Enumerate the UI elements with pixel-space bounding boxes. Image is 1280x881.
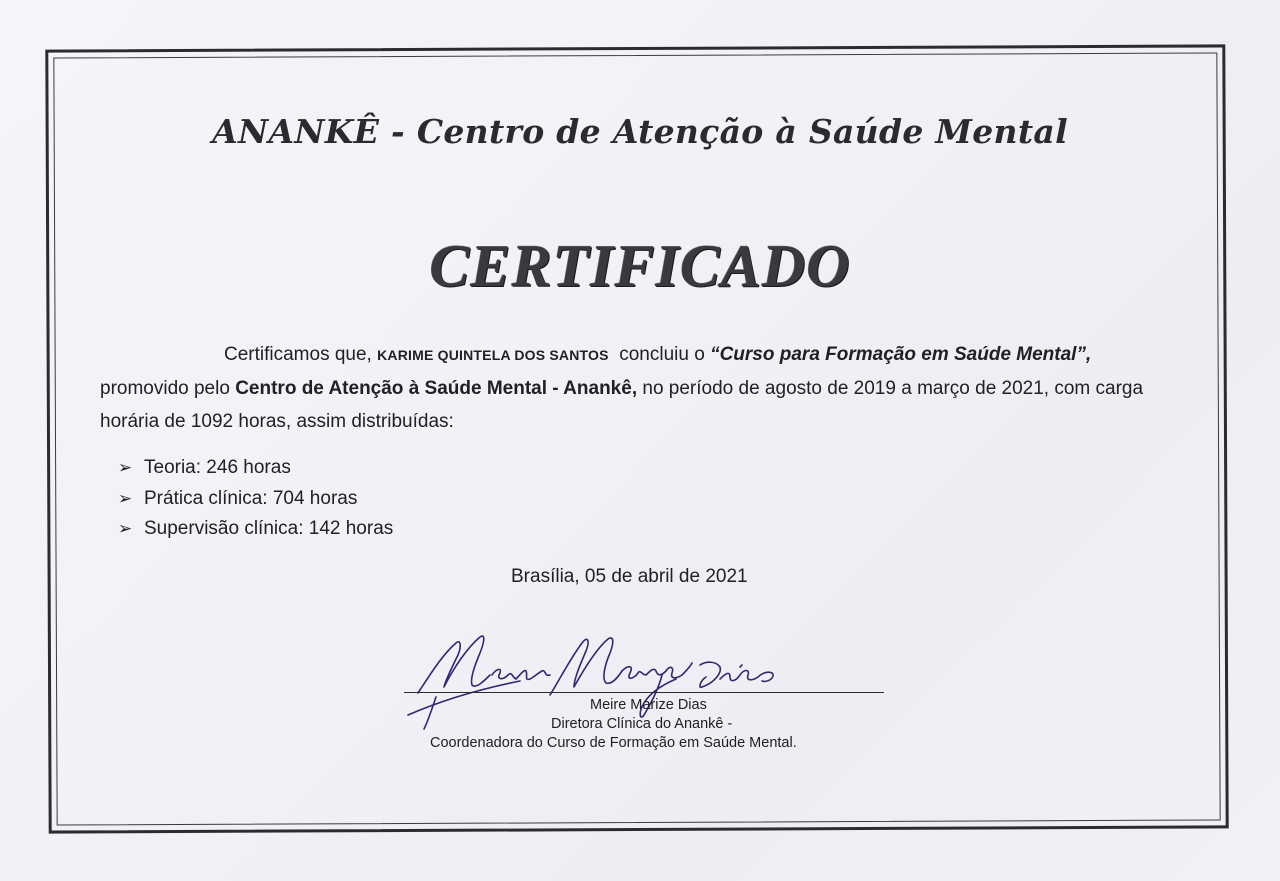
course-name: “Curso para Formação em Saúde Mental”, xyxy=(710,344,1092,365)
list-item-label: Prática clínica: 704 horas xyxy=(144,487,358,509)
signer-role-line-1: Diretora Clínica do Anankê - xyxy=(551,716,733,732)
arrow-bullet-icon: ➢ xyxy=(118,488,133,508)
certificate-title: CERTIFICADO xyxy=(429,233,851,299)
signature-line xyxy=(404,692,884,693)
certificate-body xyxy=(100,338,1150,438)
institution-name: Centro de Atenção à Saúde Mental - Anankê, xyxy=(235,378,638,399)
arrow-bullet-icon: ➢ xyxy=(118,458,133,477)
signer-role-line-2: Coordenadora do Curso de Formação em Saúde Mental. xyxy=(430,735,797,751)
concluded-text: concluiu o xyxy=(619,344,705,365)
list-item-label: Teoria: 246 horas xyxy=(144,457,291,478)
list-item xyxy=(118,453,393,484)
period-text: no período de agosto de 2019 a março de 2021, com carga horária de 1092 horas, assim distribuídas: xyxy=(100,378,1144,432)
list-item xyxy=(118,484,393,515)
hours-distribution-list xyxy=(118,453,393,545)
intro-text: Certificamos que, xyxy=(224,344,372,365)
organization-title: ANANKÊ - Centro de Atenção à Saúde Mental xyxy=(212,112,1068,151)
place-and-date: Brasília, 05 de abril de 2021 xyxy=(511,566,748,587)
signer-name: Meire Marize Dias xyxy=(590,697,707,713)
list-item xyxy=(118,514,393,545)
list-item-label: Supervisão clínica: 142 horas xyxy=(144,518,394,539)
recipient-name: KARIME QUINTELA DOS SANTOS xyxy=(377,347,609,363)
arrow-bullet-icon: ➢ xyxy=(118,519,133,538)
promoted-by-text: promovido pelo xyxy=(100,378,230,399)
